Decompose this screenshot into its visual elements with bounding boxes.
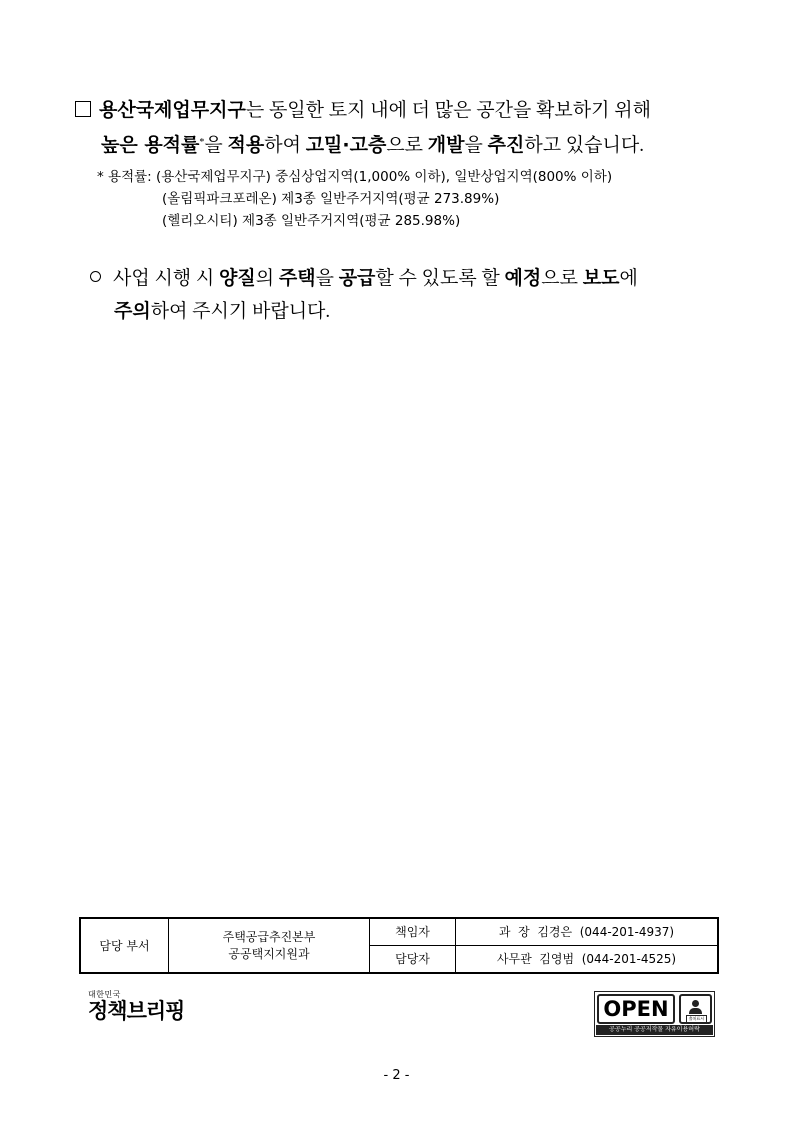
open-logo-text: OPEN <box>597 994 675 1024</box>
text-span: 의 <box>255 268 279 289</box>
text-span: 으로 <box>386 135 428 156</box>
footnote-block <box>97 166 612 232</box>
bold-phrase: 개발 <box>427 134 465 156</box>
dept-label-cell <box>80 918 169 973</box>
paragraph-line-1 <box>90 262 638 295</box>
type-tag: 출처표시 <box>686 1015 707 1023</box>
logo-small-text: 대한민국 <box>88 990 121 999</box>
text-span: 에 <box>619 268 638 289</box>
dept-name-line: 주택공급추진본부 <box>222 929 316 944</box>
page-number: - 2 - <box>383 1068 410 1083</box>
bold-phrase: 주택 <box>278 267 316 289</box>
dept-name-cell <box>169 918 370 973</box>
table-row <box>80 918 718 946</box>
attribution-type-icon <box>679 994 712 1024</box>
bold-phrase: 높은 용적률 <box>101 134 200 156</box>
bold-phrase: 고밀·고층 <box>305 134 387 156</box>
kogl-open-license-logo <box>594 991 715 1037</box>
text-span: 하고 있습니다. <box>524 135 644 156</box>
dept-label: 담당 부서 <box>99 938 150 953</box>
text-span: 을 <box>204 135 228 156</box>
bold-phrase: 용산국제업무지구 <box>99 99 246 121</box>
footnote-line: (올림픽파크포레온) 제3종 일반주거지역(평균 273.89%) <box>162 191 500 207</box>
contact-table <box>79 917 719 974</box>
person-cell: 과 장 김경은 (044-201-4937) <box>456 918 719 946</box>
role-cell: 책임자 <box>370 918 456 946</box>
person-head-icon <box>692 1000 699 1007</box>
footnote-line: (헬리오시티) 제3종 일반주거지역(평균 285.98%) <box>162 213 461 229</box>
text-span: 는 동일한 토지 내에 더 많은 공간을 확보하기 위해 <box>245 100 651 121</box>
footnote-marker: * <box>199 137 205 148</box>
text-span: 하여 <box>264 135 306 156</box>
paragraph-line-2 <box>90 295 638 328</box>
text-span: 하여 주시기 바랍니다. <box>150 301 331 322</box>
circle-bullet-icon <box>90 271 101 282</box>
bold-phrase: 추진 <box>487 134 525 156</box>
person-cell: 사무관 김영범 (044-201-4525) <box>456 946 719 974</box>
text-span: 을 <box>315 268 339 289</box>
text-span: 을 <box>464 135 488 156</box>
policy-briefing-logo <box>88 990 184 1023</box>
license-bar: 공공누리 공공저작물 자유이용허락 <box>596 1025 713 1035</box>
role-cell: 담당자 <box>370 946 456 974</box>
person-body-icon <box>689 1008 702 1014</box>
bold-phrase: 적용 <box>227 134 265 156</box>
text-span: 할 수 있도록 할 <box>375 268 505 289</box>
footnote-line: * 용적률: (용산국제업무지구) 중심상업지역(1,000% 이하), 일반상업지역(800% 이하) <box>97 169 613 185</box>
logo-big-text: 정책브리핑 <box>88 999 185 1023</box>
bold-phrase: 양질 <box>219 267 256 289</box>
text-span: 사업 시행 시 <box>113 268 220 289</box>
checkbox-bullet-icon <box>75 101 91 117</box>
paragraph-line-2 <box>75 127 725 162</box>
bold-phrase: 주의 <box>114 300 151 322</box>
paragraph-yongsan <box>75 94 725 162</box>
text-span: 으로 <box>541 268 583 289</box>
bold-phrase: 보도 <box>582 267 620 289</box>
bold-phrase: 공급 <box>338 267 376 289</box>
bold-phrase: 예정 <box>504 267 542 289</box>
dept-name-line: 공공택지지원과 <box>228 946 310 961</box>
paragraph-notice <box>90 262 638 328</box>
paragraph-line-1 <box>75 94 725 127</box>
